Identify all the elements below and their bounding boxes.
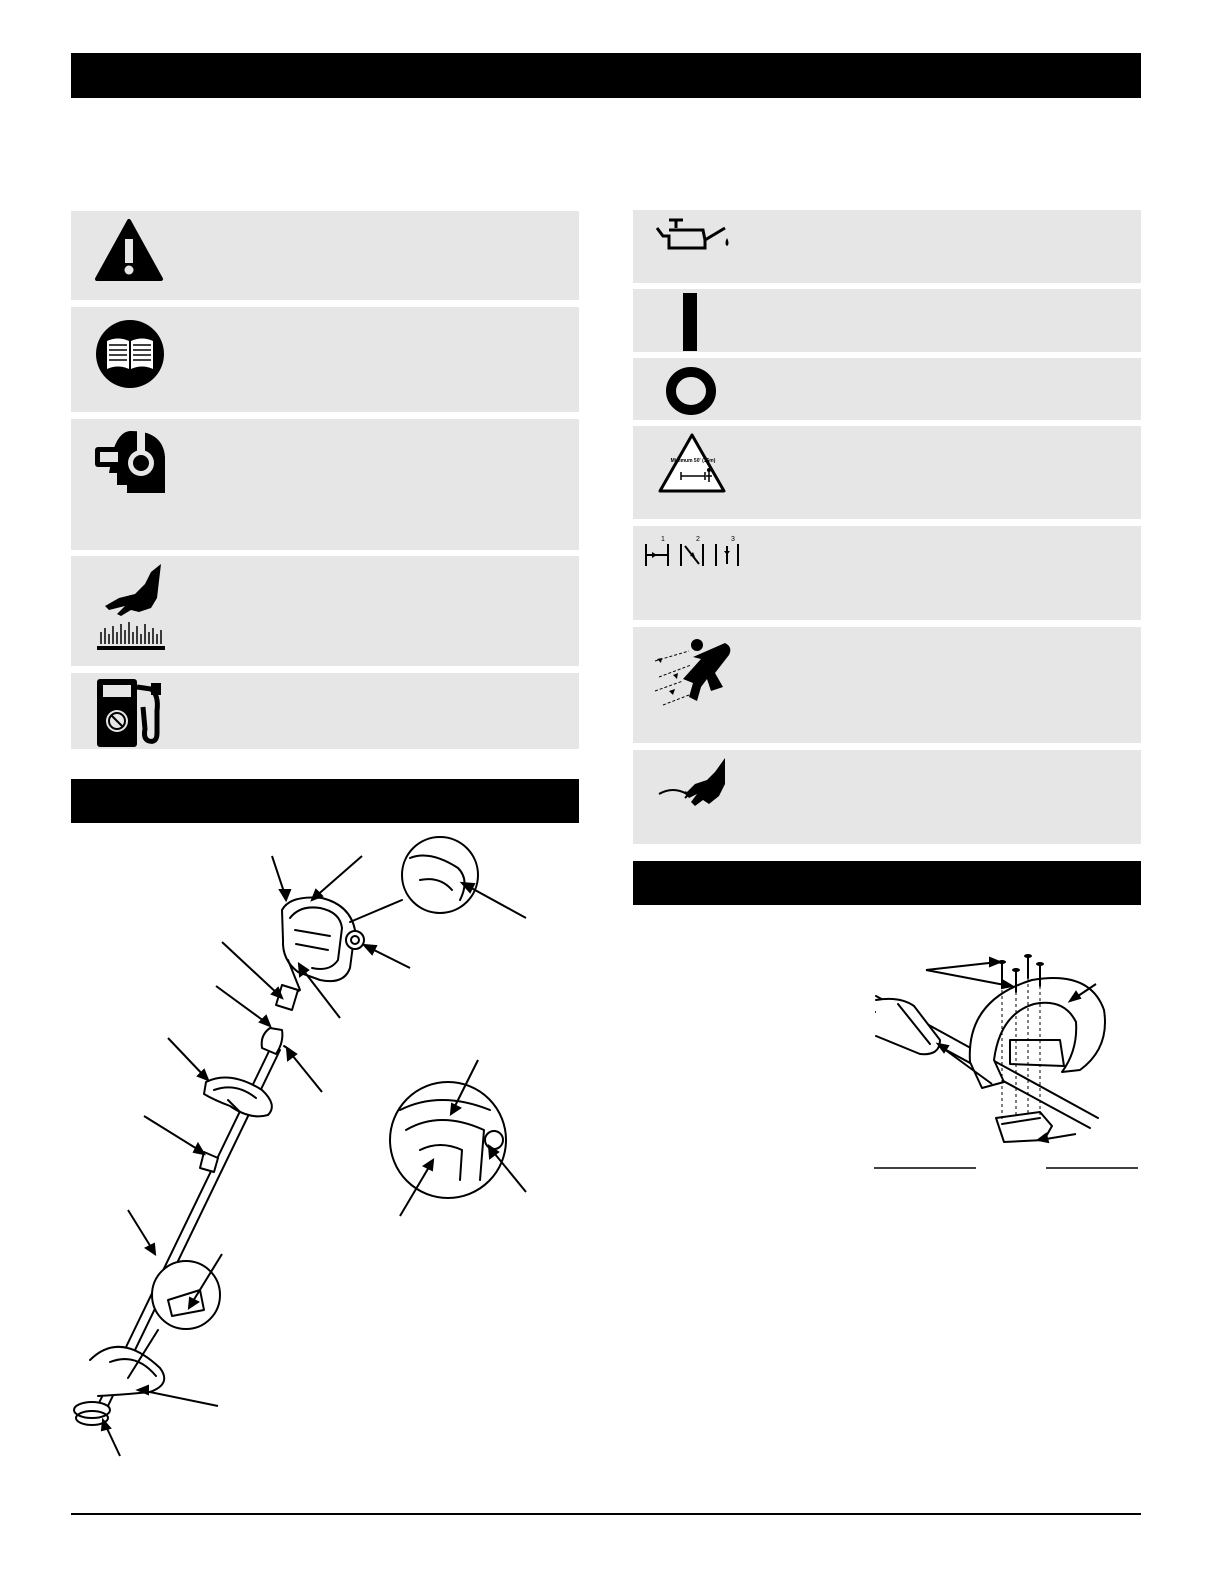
eye-ear-protection-icon [91,427,169,499]
bystander-distance-icon [657,432,727,494]
choke-label-2: 2 [696,536,700,543]
symbol-panel-protection [71,419,579,550]
symbol-panel-oil [633,210,1141,283]
on-symbol-icon [683,293,697,351]
symbol-panel-warning [71,211,579,300]
line-cutting-hand-icon [655,756,731,818]
symbol-panel-thrown-objects [633,627,1141,743]
symbol-panel-line-cut [633,750,1141,844]
no-smoking-fuel-icon [95,677,165,749]
choke-position-icon [643,534,747,568]
section-bar-right [633,861,1141,905]
off-symbol-icon [665,366,717,416]
symbol-panel-choke [633,526,1141,620]
symbol-panel-off [633,358,1141,420]
footer-rule [71,1513,1141,1515]
oil-can-icon [653,216,733,256]
section-bar-left [71,779,579,823]
symbol-panel-distance [633,426,1141,519]
symbol-panel-hot-surface [71,556,579,666]
trimmer-parts-diagram [71,830,541,1470]
distance-label: Minimum 50' (15m) [670,458,716,464]
header-bar [71,53,1141,98]
choke-label-1: 1 [661,536,665,543]
warning-triangle-icon [93,217,165,283]
choke-label-3: 3 [731,536,735,543]
thrown-objects-icon [653,635,737,711]
symbol-panel-on [633,289,1141,352]
hot-surface-icon [95,562,167,654]
guard-assembly-diagram [870,948,1141,1173]
read-manual-icon [95,319,165,389]
symbol-panel-manual [71,307,579,412]
symbol-panel-fuel [71,673,579,749]
